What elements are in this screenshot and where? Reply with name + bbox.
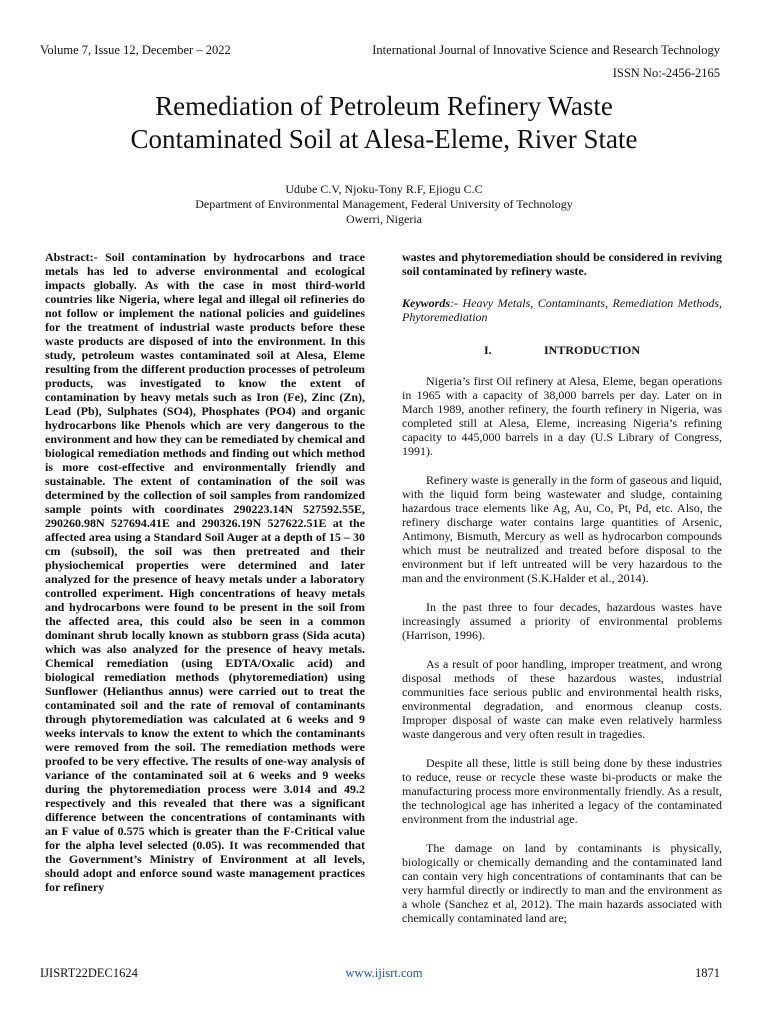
paper-title-line-1: Remediation of Petroleum Refinery Waste [155,91,613,121]
intro-paragraph: In the past three to four decades, hazardous wastes have increasingly assumed a priority of environmental problems (Harrison, 1996). [402,600,722,642]
author-block [40,182,728,227]
article-id-footer: IJISRT22DEC1624 [40,966,138,980]
author-names: Udube C.V, Njoku-Tony R.F, Ejiogu C.C [285,182,483,196]
section-heading [402,343,722,357]
intro-paragraph: The damage on land by contaminants is physically, biologically or chemically demanding and the contaminated land can contain very high concentrations of contaminants that can be very harmful directly or indirectly to man and the environment as a whole (Sanchez et al, 2012). The main hazards associated with chemically contaminated land are; [402,841,722,925]
journal-volume-header: Volume 7, Issue 12, December – 2022 [40,43,231,57]
intro-paragraph: Refinery waste is generally in the form of gaseous and liquid, with the liquid form being wastewater and sludge, containing hazardous trace elements like Ag, Au, Co, Pt, Pd, etc. Also, the refinery discharge water contains large quantities of Arsenic, Antimony, Bismuth, Mercury as well as hydrocarbon compounds which must be neutralized and treated before disposal to the environment but if left untreated will be very hazardous to the man and the environment (S.K.Halder et al., 2014). [402,473,722,585]
paper-title [40,90,728,156]
website-link[interactable]: www.ijisrt.com [345,966,423,980]
abstract-text: Abstract:- Soil contamination by hydrocarbons and trace metals has led to adverse environmental and ecological impacts globally. As with the case in most third-world countries like Nigeria, where legal and illegal oil refineries do not follow or implement the national policies and guidelines for the treatment of industrial waste products before these waste products are disposed of into the environment. In this study, petroleum wastes contaminated soil at Alesa, Eleme resulting from the different production processes of petroleum products, was investigated to know the extent of contamination by heavy metals such as Iron (Fe), Zinc (Zn), Lead (Pb), Sulphates (SO4), Phosphates (PO4) and organic hydrocarbons like Phenols which are very dangerous to the environment and how they can be remediated by chemical and biological remediation methods and finding out which method is more cost-effective and environmentally friendly and sustainable. The extent of contamination of the soil was determined by the collection of soil samples from randomized sample points with coordinates 290223.14N 527592.55E, 290260.98N 527694.41E and 290326.19N 527622.51E at the affected area using a Standard Soil Auger at a depth of 15 – 30 cm (subsoil), the soil was then pretreated and their physiochemical properties were determined and later analyzed for the presence of heavy metals under a laboratory controlled experiment. High concentrations of heavy metals and hydrocarbons were found to be present in the soil from the affected area, this could also be seen in a common dominant shrub locally known as stubborn grass (Sida acuta) which was also analyzed for the presence of heavy metals. Chemical remediation (using EDTA/Oxalic acid) and biological remediation methods (phytoremediation) using Sunflower (Helianthus annus) were carried out to treat the contaminated soil and the rate of removal of contaminants through phytoremediation was calculated at 6 weeks and 9 weeks intervals to know the extent to which the contaminants were removed from the soil. The remediation methods were proofed to be very effective. The results of one-way analysis of variance of the contaminated soil at 6 weeks and 9 weeks during the phytoremediation process were 3.014 and 49.2 respectively and this revealed that there was a significant difference between the concentrations of contaminants with an F value of 0.575 which is greater than the F-Critical value for the alpha level selected (0.05). It was recommended that the Government’s Ministry of Environment at all levels, should adopt and enforce sound waste management practices for refinery [45,250,365,894]
intro-paragraph: As a result of poor handling, improper treatment, and wrong disposal methods of these hazardous wastes, industrial communities face serious public and environmental health risks, environmental degradation, and enormous cleanup costs. Improper disposal of waste can make even relatively harmless waste dangerous and very often result in tragedies. [402,657,722,741]
page-number: 1871 [695,966,720,980]
section-number: I. [483,343,492,357]
issn-label: ISSN No:-2456-2165 [612,66,720,80]
keywords-separator: :- [450,296,463,310]
author-location: Owerri, Nigeria [346,212,422,226]
section-title: INTRODUCTION [543,343,640,357]
keywords-text: Heavy Metals, Contaminants, Remediation Methods, Phytoremediation [402,296,722,324]
intro-paragraph: Nigeria’s first Oil refinery at Alesa, Eleme, began operations in 1965 with a capacity of 38,000 barrels per day. Later on in March 1989, another refinery, the fourth refinery in Nigeria, was completed still at Alesa, Eleme, increasing Nigeria’s refining capacity to 445,000 barrels in a day (U.S Library of Congress, 1991). [402,374,722,458]
paper-title-line-2: Contaminated Soil at Alesa-Eleme, River State [130,124,638,154]
keywords-label: Keywords [402,296,450,310]
journal-name-header: International Journal of Innovative Science and Research Technology [372,43,720,57]
keywords-line [402,296,722,324]
author-department: Department of Environmental Management, Federal University of Technology [195,197,573,211]
intro-paragraph: Despite all these, little is still being done by these industries to reduce, reuse or recycle these waste bi-products or make the manufacturing process more environmentally friendly. As a result, the technological age has inherited a legacy of the contaminated environment from the industrial age. [402,756,722,826]
left-column [45,250,365,894]
right-column [402,250,722,940]
abstract-continued: wastes and phytoremediation should be considered in reviving soil contaminated by refinery waste. [402,250,722,278]
